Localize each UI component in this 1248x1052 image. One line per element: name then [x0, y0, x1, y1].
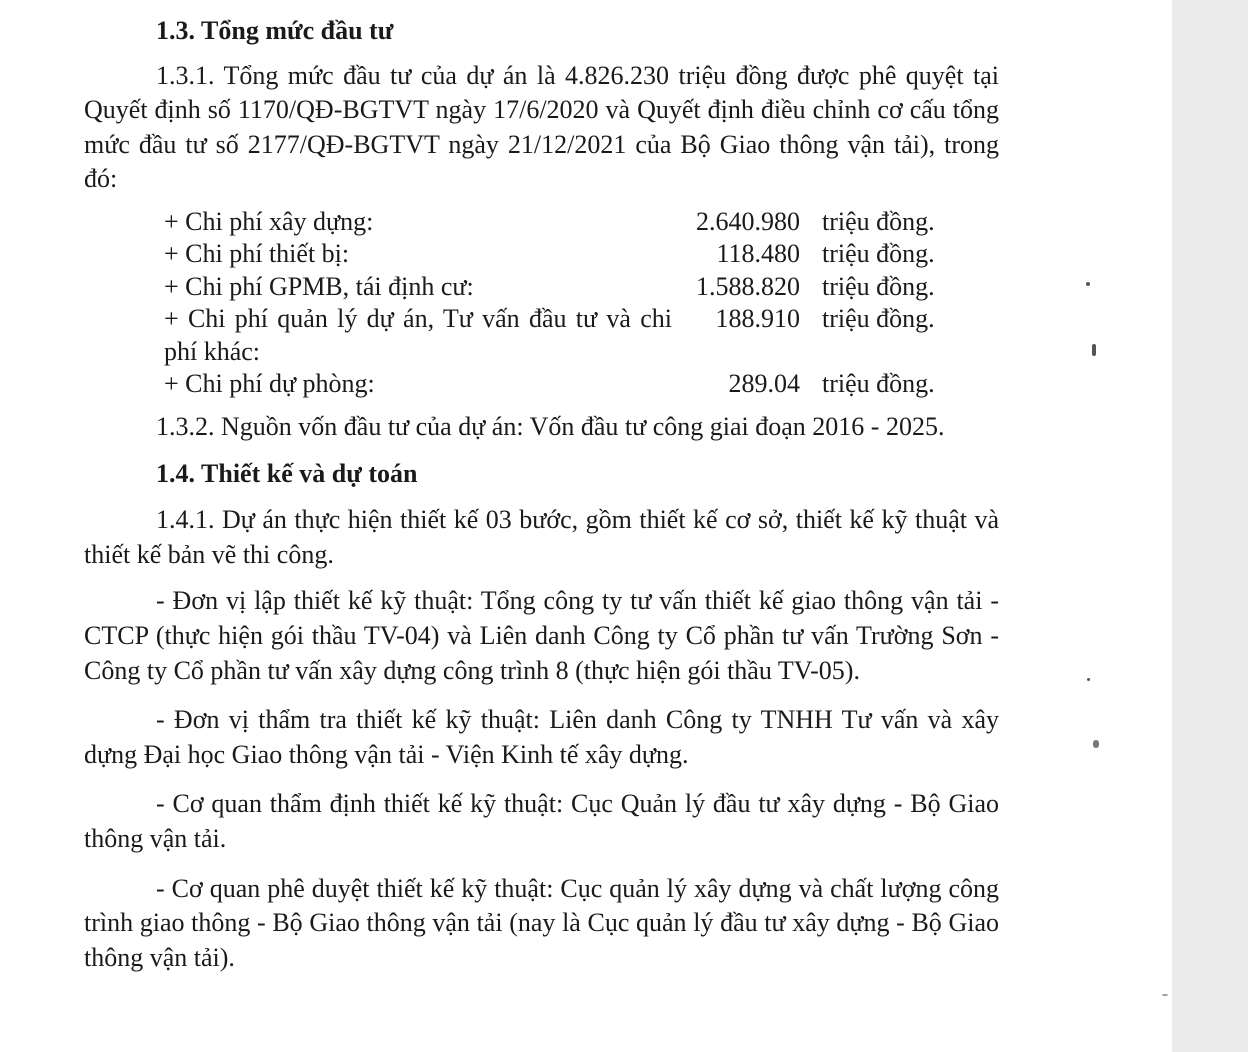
- cost-amount: 188.910: [715, 304, 800, 334]
- section-1-4-heading: 1.4. Thiết kế và dự toán: [156, 458, 418, 488]
- cost-breakdown-table: [164, 206, 944, 401]
- appraisal-agency-paragraph: - Cơ quan thẩm định thiết kế kỹ thuật: Cục Quản lý đầu tư xây dựng - Bộ Giao thông vận tải.: [84, 789, 999, 853]
- cost-row: [164, 238, 944, 271]
- cost-amount: 1.588.820: [696, 271, 800, 301]
- cost-row: [164, 368, 944, 401]
- scan-speck: [1092, 344, 1096, 356]
- cost-amount: 2.640.980: [696, 206, 800, 236]
- scan-speck: [1162, 994, 1168, 996]
- cost-label: + Chi phí GPMB, tái định cư:: [164, 271, 474, 301]
- paragraph-1-4-1: 1.4.1. Dự án thực hiện thiết kế 03 bước, gồm thiết kế cơ sở, thiết kế kỹ thuật và thiết kế bản vẽ thi công.: [84, 505, 999, 569]
- paragraph-1-3-1: 1.3.1. Tổng mức đầu tư của dự án là 4.826.230 triệu đồng được phê quyệt tại Quyết định số 1170/QĐ-BGTVT ngày 17/6/2020 và Quyết định điều chỉnh cơ cấu tổng mức đầu tư số 2177/QĐ-BGTVT ngày 21/12/2021 của Bộ Giao thông vận tải), trong đó:: [84, 60, 999, 194]
- document-page: [84, 14, 999, 975]
- cost-amount: 289.04: [728, 369, 800, 399]
- design-unit-paragraph: - Đơn vị lập thiết kế kỹ thuật: Tổng công ty tư vấn thiết kế giao thông vận tải - CTCP (thực hiện gói thầu TV-04) và Liên danh Công ty Cổ phần tư vấn Trường Sơn - Công ty Cổ phần tư vấn xây dựng công trình 8 (thực hiện gói thầu TV-05).: [84, 586, 999, 685]
- cost-label: + Chi phí xây dựng:: [164, 206, 374, 236]
- scan-speck: [1087, 678, 1090, 681]
- cost-row: [164, 303, 944, 368]
- paragraph-1-3-2: 1.3.2. Nguồn vốn đầu tư của dự án: Vốn đầu tư công giai đoạn 2016 - 2025.: [156, 411, 945, 441]
- cost-amount: 118.480: [716, 239, 800, 269]
- cost-unit: triệu đồng.: [822, 206, 935, 236]
- cost-unit: triệu đồng.: [822, 239, 935, 269]
- cost-row: [164, 271, 944, 304]
- cost-label: + Chi phí quản lý dự án, Tư vấn đầu tư và chi phí khác:: [164, 304, 672, 366]
- right-margin-panel: [1172, 0, 1248, 1052]
- cost-unit: triệu đồng.: [822, 304, 935, 334]
- review-unit-paragraph: - Đơn vị thẩm tra thiết kế kỹ thuật: Liên danh Công ty TNHH Tư vấn và xây dựng Đại học Giao thông vận tải - Viện Kinh tế xây dựng.: [84, 705, 999, 769]
- scan-speck: [1086, 282, 1090, 286]
- cost-label: + Chi phí dự phòng:: [164, 369, 375, 399]
- cost-unit: triệu đồng.: [822, 369, 935, 399]
- cost-row: [164, 206, 944, 239]
- approval-agency-paragraph: - Cơ quan phê duyệt thiết kế kỹ thuật: Cục quản lý xây dựng và chất lượng công trình giao thông - Bộ Giao thông vận tải (nay là Cục quản lý đầu tư xây dựng - Bộ Giao thông vận tải).: [84, 873, 999, 972]
- scan-speck: [1093, 740, 1099, 748]
- cost-label: + Chi phí thiết bị:: [164, 239, 350, 269]
- cost-unit: triệu đồng.: [822, 271, 935, 301]
- section-1-3-heading: 1.3. Tổng mức đầu tư: [156, 16, 394, 45]
